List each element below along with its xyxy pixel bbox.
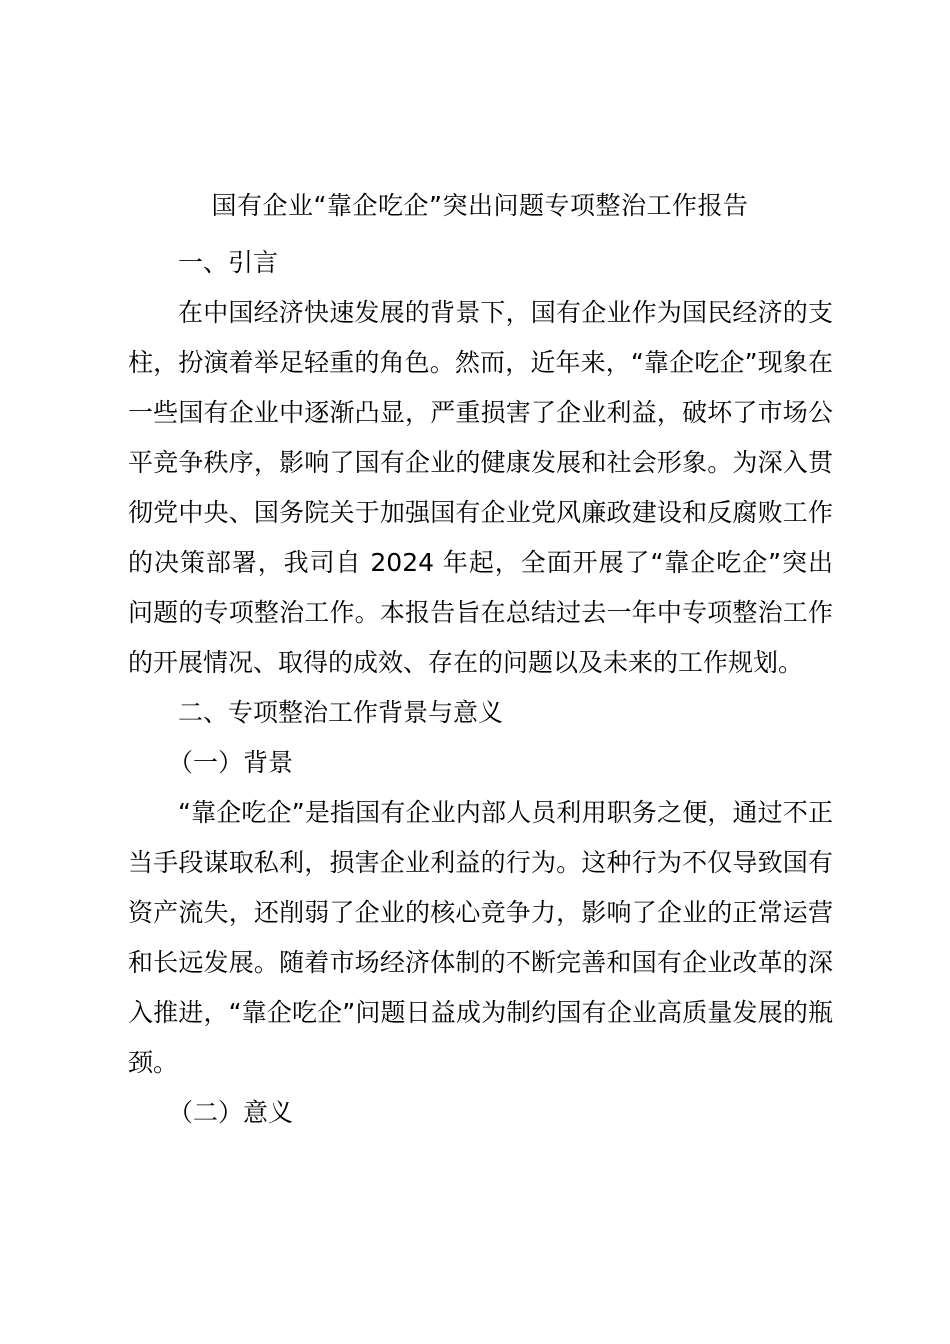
subsection-heading-significance: （二）意义 [168,1098,294,1127]
introduction-paragraph: 在中国经济快速发展的背景下，国有企业作为国民经济的支柱，扮演着举足轻重的角色。然而，近年来，“靠企吃企”现象在一些国有企业中逐渐凸显，严重损害了企业利益，破坏了市场公平竞争秩序，影响了国有企业的健康发展和社会形象。为深入贯彻党中央、国务院关于加强国有企业党风廉政建设和反腐败工作的决策部署，我司自 2024 年起，全面开展了“靠企吃企”突出问题的专项整治工作。本报告旨在总结过去一年中专项整治工作的开展情况、取得的成效、存在的问题以及未来的工作规划。 [128,298,833,677]
document-body [128,238,833,1138]
section-heading-background-significance: 二、专项整治工作背景与意义 [178,698,504,727]
section-heading-introduction: 一、引言 [178,248,279,277]
document-title: 国有企业“靠企吃企”突出问题专项整治工作报告 [211,191,749,220]
subsection-heading-background: （一）背景 [168,748,294,777]
background-paragraph: “靠企吃企”是指国有企业内部人员利用职务之便，通过不正当手段谋取私利，损害企业利益的行为。这种行为不仅导致国有资产流失，还削弱了企业的核心竞争力，影响了企业的正常运营和长远发展。随着市场经济体制的不断完善和国有企业改革的深入推进，“靠企吃企”问题日益成为制约国有企业高质量发展的瓶颈。 [128,798,833,1077]
